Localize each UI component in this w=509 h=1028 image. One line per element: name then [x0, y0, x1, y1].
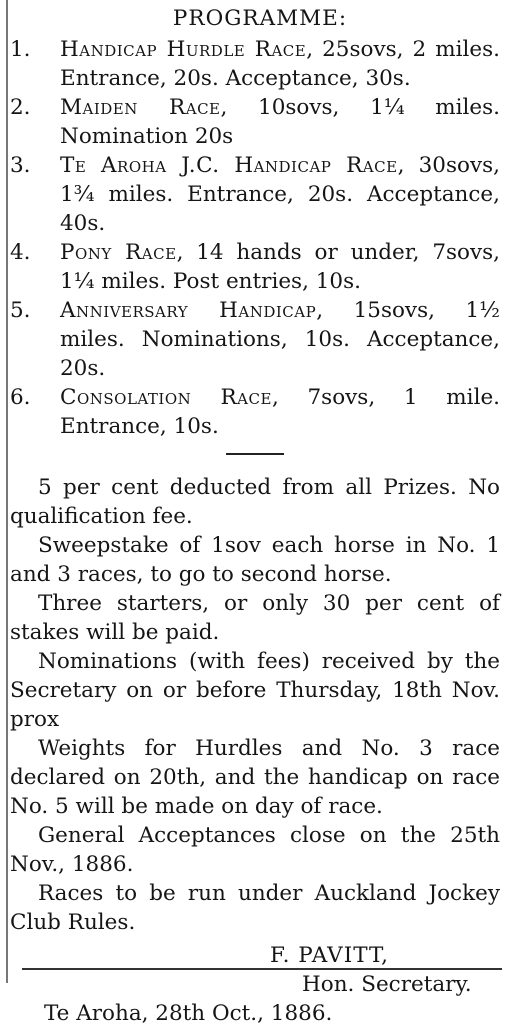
race-list: [10, 35, 500, 441]
race-number: 4.: [10, 240, 31, 265]
signature-role: Hon. Secretary.: [302, 972, 472, 997]
race-item: [10, 238, 500, 296]
race-details: , 7sovs, 1 mile. Entrance, 10s.: [60, 385, 500, 439]
race-item: [10, 151, 500, 238]
race-name: Pony Race: [60, 240, 177, 265]
race-details: , 25sovs, 2 miles. Entrance, 20s. Acceptance, 30s.: [60, 37, 500, 91]
race-name: Te Aroha J.C. Handicap Race: [60, 153, 398, 178]
race-item: [10, 296, 500, 383]
race-details: , 30sovs, 1¾ miles. Entrance, 20s. Acceptance, 40s.: [60, 153, 500, 236]
race-number: 5.: [10, 298, 31, 323]
note-paragraph: 5 per cent deducted from all Prizes. No qualification fee.: [10, 475, 500, 529]
note-paragraph: Sweepstake of 1sov each horse in No. 1 and 3 races, to go to second horse.: [10, 533, 500, 587]
race-item: [10, 93, 500, 151]
dateline: Te Aroha, 28th Oct., 1886.: [44, 1001, 333, 1026]
programme-notice: [10, 4, 500, 1028]
note-paragraph: General Acceptances close on the 25th Nov., 1886.: [10, 823, 500, 877]
note-paragraph: Weights for Hurdles and No. 3 race declared on 20th, and the handicap on race No. 5 will be made on day of race.: [10, 736, 500, 819]
race-item: [10, 35, 500, 93]
race-number: 1.: [10, 37, 31, 62]
signature-name: F. PAVITT,: [270, 943, 389, 968]
conditions-notes: [10, 473, 500, 937]
race-details: , 15sovs, 1½ miles. Nominations, 10s. Acceptance, 20s.: [60, 298, 500, 381]
section-divider: [226, 453, 284, 455]
race-details: , 14 hands or under, 7sovs, 1¼ miles. Post entries, 10s.: [60, 240, 500, 294]
race-name: Consolation Race: [60, 385, 272, 410]
column-rule-left: [6, 0, 8, 983]
race-number: 3.: [10, 153, 31, 178]
race-details: , 10sovs, 1¼ miles. Nomination 20s: [60, 95, 501, 149]
note-paragraph: Nominations (with fees) received by the Secretary on or before Thursday, 18th Nov. prox: [10, 649, 500, 732]
race-name: Maiden Race: [60, 95, 221, 120]
note-paragraph: Races to be run under Auckland Jockey Club Rules.: [10, 881, 500, 935]
race-name: Handicap Hurdle Race: [60, 37, 307, 62]
race-number: 6.: [10, 385, 31, 410]
race-name: Anniversary Handicap: [60, 298, 317, 323]
race-number: 2.: [10, 95, 31, 120]
note-paragraph: Three starters, or only 30 per cent of stakes will be paid.: [10, 591, 500, 645]
bottom-rule: [22, 968, 502, 970]
programme-title: PROGRAMME:: [172, 6, 348, 31]
race-item: [10, 383, 500, 441]
